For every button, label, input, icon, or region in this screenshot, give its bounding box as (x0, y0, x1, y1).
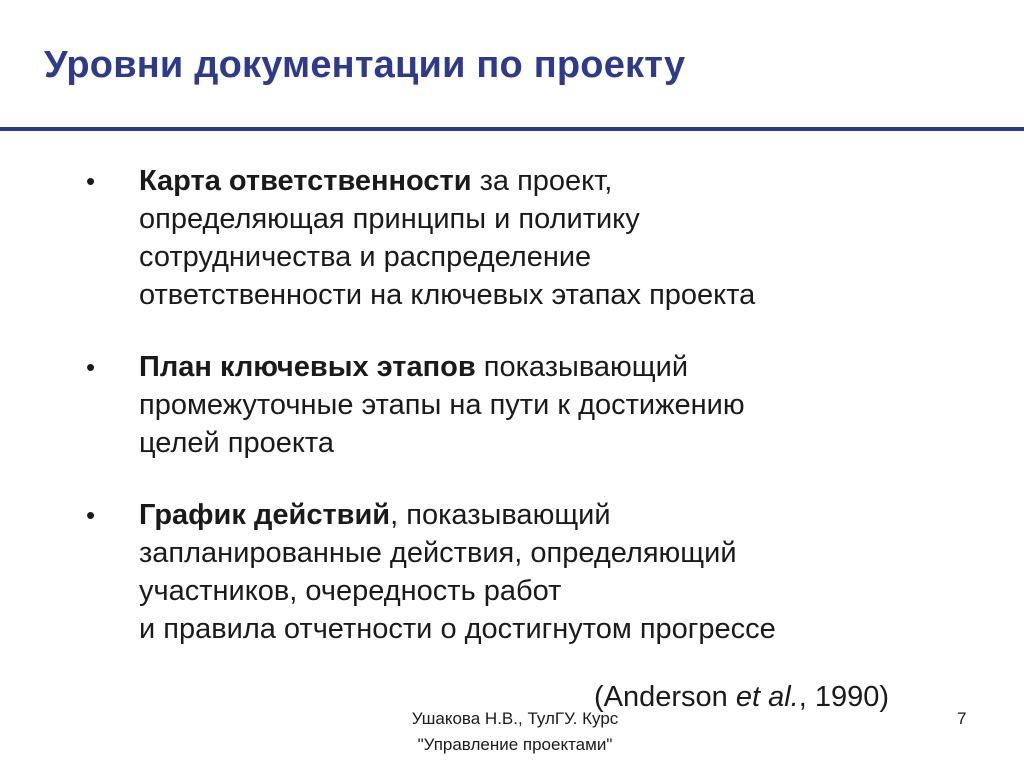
bullet-line: ответственности на ключевых этапах проекта (139, 279, 756, 311)
citation-open: (Anderson (594, 681, 736, 713)
page-number: 7 (957, 709, 967, 728)
bullet-lead: Карта ответственности (139, 165, 472, 197)
footer-author (350, 706, 680, 758)
bullet-line: и правила отчетности о достигнутом прогрессе (139, 613, 776, 645)
bullet-marker: • (86, 352, 96, 382)
bullet-line: промежуточные этапы на пути к достижению (139, 389, 745, 421)
bullet-lead-rest: показывающий (475, 351, 689, 383)
footer-line: "Управление проектами" (417, 735, 613, 754)
bullet-marker: • (86, 166, 96, 196)
bullet-item-milestone-plan (0, 348, 1024, 462)
bullet-line (139, 162, 1024, 200)
bullet-line: сотрудничества и распределение (139, 241, 592, 273)
bullet-marker: • (86, 500, 96, 530)
bullet-line (139, 348, 1024, 386)
bullet-line (139, 496, 1024, 534)
bullet-item-action-schedule (0, 496, 1024, 648)
slide-title: Уровни документации по проекту (44, 44, 686, 86)
bullet-line: запланированные действия, определяющий (139, 537, 737, 569)
title-divider (0, 127, 1024, 131)
bullet-line: целей проекта (139, 427, 334, 459)
bullet-line: определяющая принципы и политику (139, 203, 640, 235)
bullet-item-responsibility-map (0, 162, 1024, 314)
footer-line: Ушакова Н.В., ТулГУ. Курс (411, 709, 619, 728)
citation-close: , 1990) (798, 681, 890, 713)
citation-italic: et al. (735, 681, 799, 713)
bullet-line: участников, очередность работ (139, 575, 562, 607)
bullet-lead: План ключевых этапов (139, 351, 476, 383)
bullet-lead: График действий (139, 499, 391, 531)
bullet-lead-rest: , показывающий (390, 499, 611, 531)
bullet-lead-rest: за проект, (471, 165, 613, 197)
bullet-list (0, 162, 1024, 682)
